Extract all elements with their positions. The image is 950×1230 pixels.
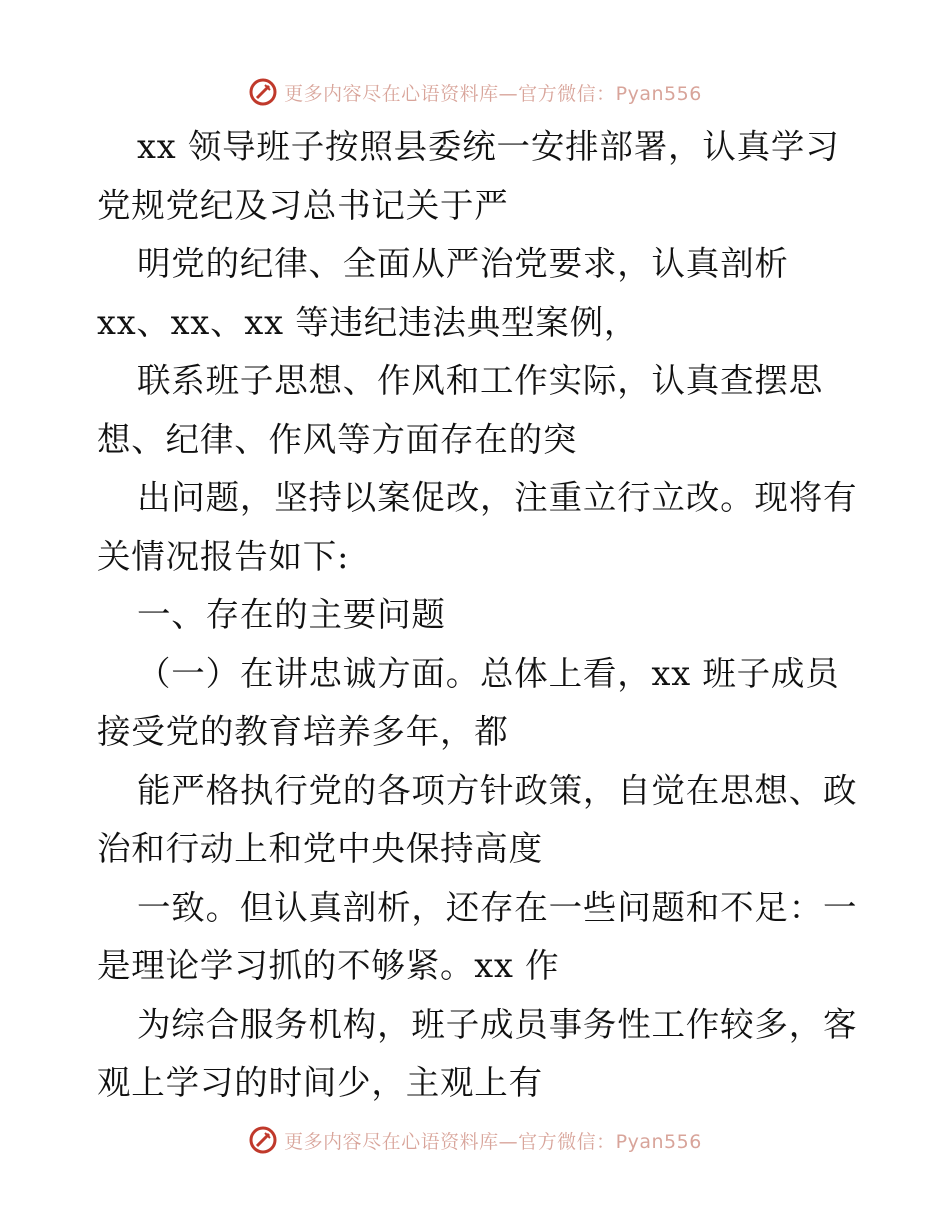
header-banner-text: 更多内容尽在心语资料库—官方微信：Pyan556 xyxy=(284,82,702,105)
paragraph-line: 接受党的教育培养多年，都 xyxy=(97,712,509,751)
document-body xyxy=(97,118,857,1113)
paragraph-line: xx 领导班子按照县委统一安排部署，认真学习 xyxy=(137,127,840,166)
paragraph-line: 一、存在的主要问题 xyxy=(137,595,446,634)
paragraph-line: 观上学习的时间少，主观上有 xyxy=(97,1063,543,1102)
header-banner xyxy=(0,72,950,112)
footer-banner-text: 更多内容尽在心语资料库—官方微信：Pyan556 xyxy=(284,1130,702,1153)
paragraph-line: 出问题，坚持以案促改，注重立行立改。现将有 xyxy=(137,478,858,517)
logo-icon xyxy=(248,77,278,107)
paragraph-line: 关情况报告如下: xyxy=(97,536,350,576)
paragraph-line: 能严格执行党的各项方针政策，自觉在思想、政 xyxy=(137,770,858,810)
logo-icon xyxy=(248,1125,278,1155)
paragraph-line: 一致。但认真剖析，还存在一些问题和不足：一 xyxy=(137,887,858,927)
paragraph-line: 治和行动上和党中央保持高度 xyxy=(97,829,543,868)
paragraph-line: 为综合服务机构，班子成员事务性工作较多，客 xyxy=(137,1004,858,1044)
paragraph-line: 想、纪律、作风等方面存在的突 xyxy=(97,419,578,459)
footer-banner xyxy=(0,1120,950,1160)
paragraph-line: 明党的纪律、全面从严治党要求，认真剖析 xyxy=(137,244,789,283)
paragraph-line: （一）在讲忠诚方面。总体上看，xx 班子成员 xyxy=(137,653,840,693)
paragraph-line: 联系班子思想、作风和工作实际，认真查摆思 xyxy=(137,361,823,400)
paragraph-line: 党规党纪及习总书记关于严 xyxy=(97,185,509,225)
paragraph-line: xx、xx、xx 等违纪违法典型案例， xyxy=(97,302,639,342)
paragraph-line: 是理论学习抓的不够紧。xx 作 xyxy=(97,946,560,985)
